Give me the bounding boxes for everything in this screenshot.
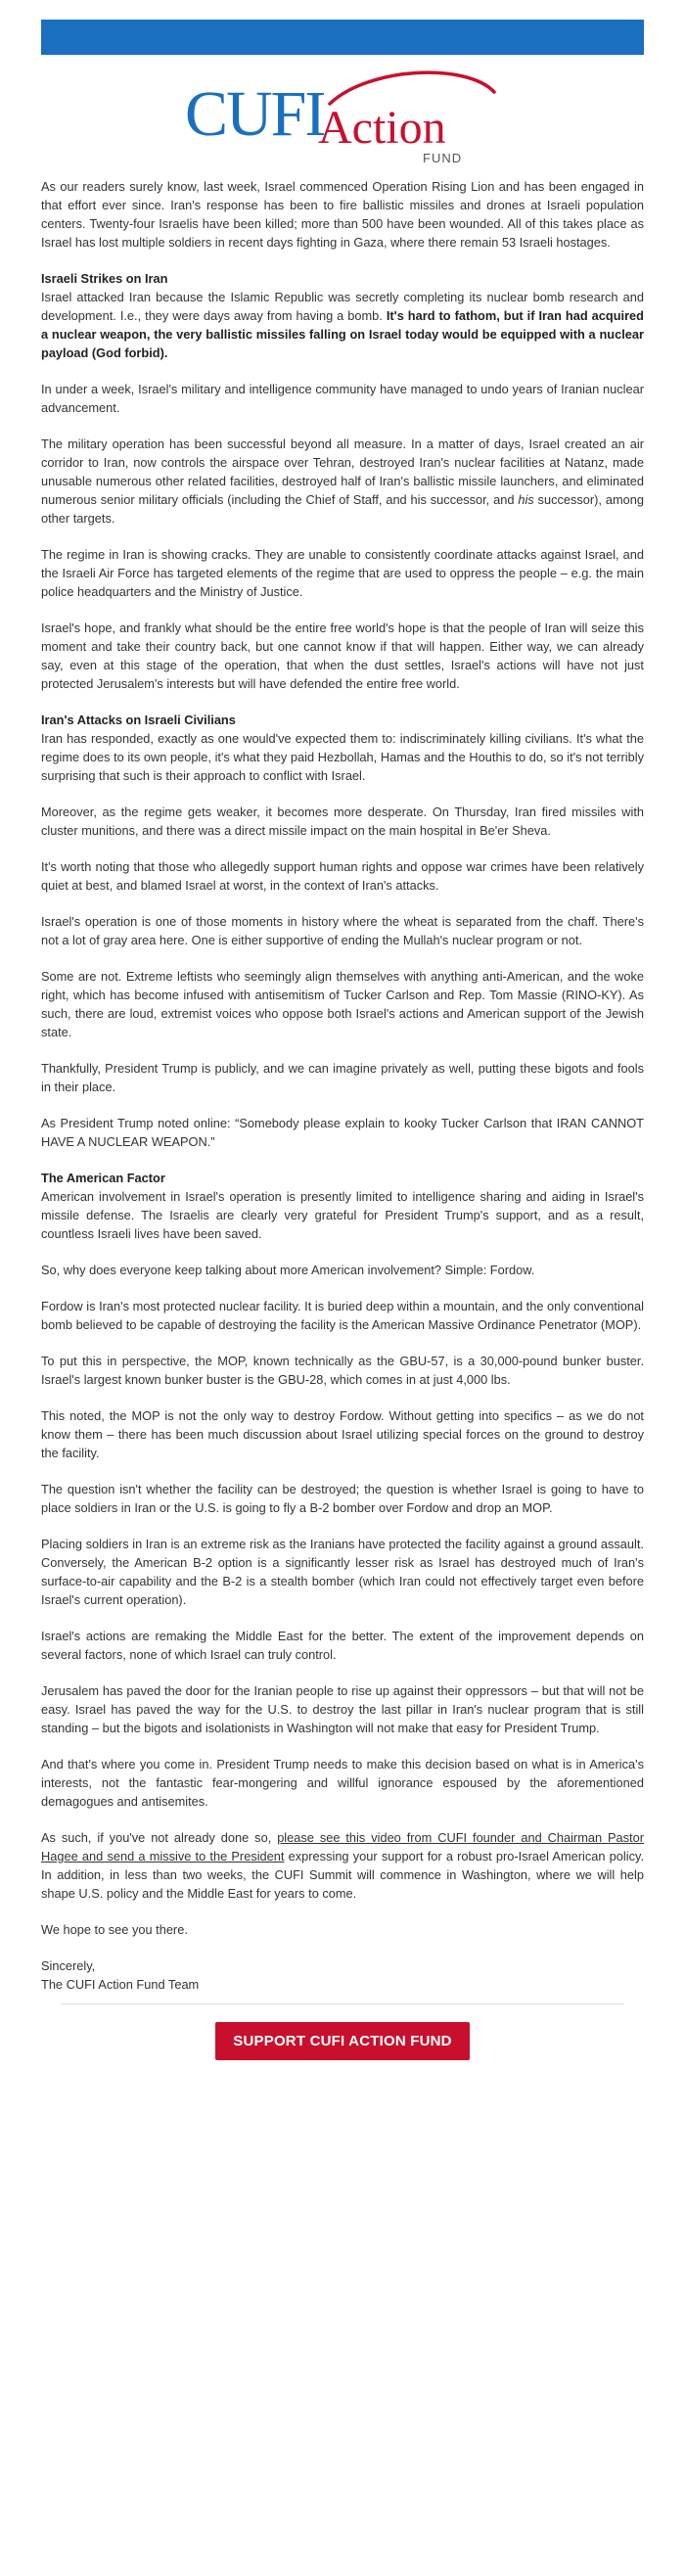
paragraph-italic-text: his [518,492,534,507]
support-cufi-button[interactable]: SUPPORT CUFI ACTION FUND [215,2022,469,2060]
paragraph-text: Israel attacked Iran because the Islamic Republic was secretly completing its nuclear bomb research and development. I.e., they were days away from having a bomb. [41,290,644,323]
paragraph: Israel's operation is one of those moments in history where the wheat is separated from the chaff. There's not a lot of gray area here. One is either supportive of ending the Mullah's nuclear program or not. [41,914,644,947]
paragraph: Some are not. Extreme leftists who seemingly align themselves with anything anti-American, and the woke right, which has become infused with antisemitism of Tucker Carlson and Rep. Tom Massie (RINO-KY). As such, there are loud, extremist voices who oppose both Israel's actions and American support of the Jewish state. [41,969,644,1039]
signoff-team: The CUFI Action Fund Team [41,1977,200,1992]
paragraph-text: successor), among other targets. [41,492,644,526]
paragraph: We hope to see you there. [41,1922,188,1937]
paragraph: American involvement in Israel's operation is presently limited to intelligence sharing and aiding in Israel's missile defense. The Israelis are clearly very grateful for President Trump's support, and as a result, countless Israeli lives have been saved. [41,1189,644,1241]
section-heading: Israeli Strikes on Iran [41,271,168,286]
header-bar [41,20,644,55]
paragraph: This noted, the MOP is not the only way to destroy Fordow. Without getting into specifics – as we do not know them – there has been much discussion about Israel utilizing special forces on the ground to destroy the facility. [41,1408,644,1460]
paragraph: Israel's actions are remaking the Middle East for the better. The extent of the improvement depends on several factors, none of which Israel can truly control. [41,1629,644,1662]
paragraph: In under a week, Israel's military and intelligence community have managed to undo years of Iranian nuclear advancement. [41,382,644,415]
signoff-closing: Sincerely, [41,1958,96,1973]
paragraph-text: expressing your support for a robust pro-Israel American policy. In addition, in less than two weeks, the CUFI Summit will commence in Washington, where we will help shape U.S. policy and the Middle East for years to come. [41,1849,645,1901]
cta-row [41,2022,644,2060]
divider [61,2003,624,2004]
paragraph: Thankfully, President Trump is publicly, and we can imagine privately as well, putting these bigots and fools in their place. [41,1061,644,1094]
hagee-video-link[interactable]: please see this video from CUFI founder and Chairman Pastor Hagee and send a missive to the President [41,1830,644,1863]
paragraph-bold-text: It's hard to fathom, but if Iran had acquired a nuclear weapon, the very ballistic missiles falling on Israel today would be equipped with a nuclear payload (God forbid). [41,308,644,360]
paragraph-text: As such, if you've not already done so, [41,1830,278,1845]
cufi-action-fund-logo [183,65,506,172]
paragraph [41,1828,644,1903]
paragraph: It's worth noting that those who allegedly support human rights and oppose war crimes have been relatively quiet at best, and blamed Israel at worst, in the context of Iran's attacks. [41,859,644,893]
paragraph: The question isn't whether the facility can be destroyed; the question is whether Israel is going to have to place soldiers in Iran or the U.S. is going to fly a B-2 bomber over Fordow and drop an MOP. [41,1482,644,1515]
paragraph [41,435,644,528]
intro-paragraph: As our readers surely know, last week, Israel commenced Operation Rising Lion and has been engaged in that effort ever since. Iran's response has been to fire ballistic missiles and drones at Israeli population centers. Twenty-four Israelis have been killed; more than 500 have been wounded. All of this takes place as Israel has lost multiple soldiers in recent days fighting in Gaza, where there remain 53 Israeli hostages. [41,179,644,250]
logo-swoosh [330,72,494,104]
signature [41,1956,644,1994]
paragraph-text: The military operation has been successful beyond all measure. In a matter of days, Israel created an air corridor to Iran, now controls the airspace over Tehran, destroyed Iran's nuclear facilities at Natanz, made unusable numerous other related facilities, destroyed half of Iran's ballistic missile launchers, and eliminated numerous senior military officials (including the Chief of Staff, and his successor, and [41,437,644,507]
section-heading: The American Factor [41,1171,165,1185]
section-heading: Iran's Attacks on Israeli Civilians [41,713,236,727]
paragraph: Moreover, as the regime gets weaker, it becomes more desperate. On Thursday, Iran fired missiles with cluster munitions, and there was a direct missile impact on the main hospital in Be'er Sheva. [41,805,644,838]
paragraph: And that's where you come in. President Trump needs to make this decision based on what is in America's interests, not the fantastic fear-mongering and willful ignorance espoused by the aforementioned demagogues and antisemites. [41,1757,644,1809]
paragraph: So, why does everyone keep talking about more American involvement? Simple: Fordow. [41,1263,535,1277]
logo-fund-text: FUND [423,151,463,165]
paragraph: Placing soldiers in Iran is an extreme risk as the Iranians have protected the facility against a ground assault. Conversely, the American B-2 option is a significantly lesser risk as Israel has destroyed much of Iran's surface-to-air capability and the B-2 is a stealth bomber (which Iran could not effectively target even before Israel's current operation). [41,1537,644,1607]
paragraph: The regime in Iran is showing cracks. They are unable to consistently coordinate attacks against Israel, and the Israeli Air Force has targeted elements of the regime that are used to oppress the people – e.g. the main police headquarters and the Ministry of Justice. [41,547,644,599]
paragraph: As President Trump noted online: “Somebody please explain to kooky Tucker Carlson that IRAN CANNOT HAVE A NUCLEAR WEAPON.” [41,1116,644,1149]
paragraph: To put this in perspective, the MOP, known technically as the GBU-57, is a 30,000-pound bunker buster. Israel's largest known bunker buster is the GBU-28, which comes in at just 4,000 lbs. [41,1354,644,1387]
paragraph: Iran has responded, exactly as one would've expected them to: indiscriminately killing civilians. It's what the regime does to its own people, it's what they paid Hezbollah, Hamas and the Houthis to do, so it's not terribly surprising that such is their approach to conflict with Israel. [41,731,644,783]
article-body [41,177,644,1994]
logo-action-text: Action [318,102,446,154]
section-iran-attacks [41,711,644,1151]
logo[interactable] [41,55,644,177]
paragraph: Israel's hope, and frankly what should be the entire free world's hope is that the people of Iran will seize this moment and take their country back, but one cannot know if that will happen. Either way, we can already say, even at this stage of the operation, that when the dust settles, Israel's actions will have not just protected Jerusalem's interests but will have defended the entire free world. [41,621,644,691]
email-container [41,20,644,2060]
paragraph [41,288,644,362]
logo-main-text: CUFI [185,78,325,150]
section-american-factor [41,1169,644,1939]
paragraph: Fordow is Iran's most protected nuclear facility. It is buried deep within a mountain, and the only conventional bomb believed to be capable of destroying the facility is the American Massive Ordinance Penetrator (MOP). [41,1299,644,1332]
section-israeli-strikes [41,269,644,693]
paragraph: Jerusalem has paved the door for the Iranian people to rise up against their oppressors – but that will not be easy. Israel has paved the way for the U.S. to destroy the last pillar in Iran's nuclear program that is still standing – but the bigots and isolationists in Washington will not make that easy for President Trump. [41,1683,644,1735]
